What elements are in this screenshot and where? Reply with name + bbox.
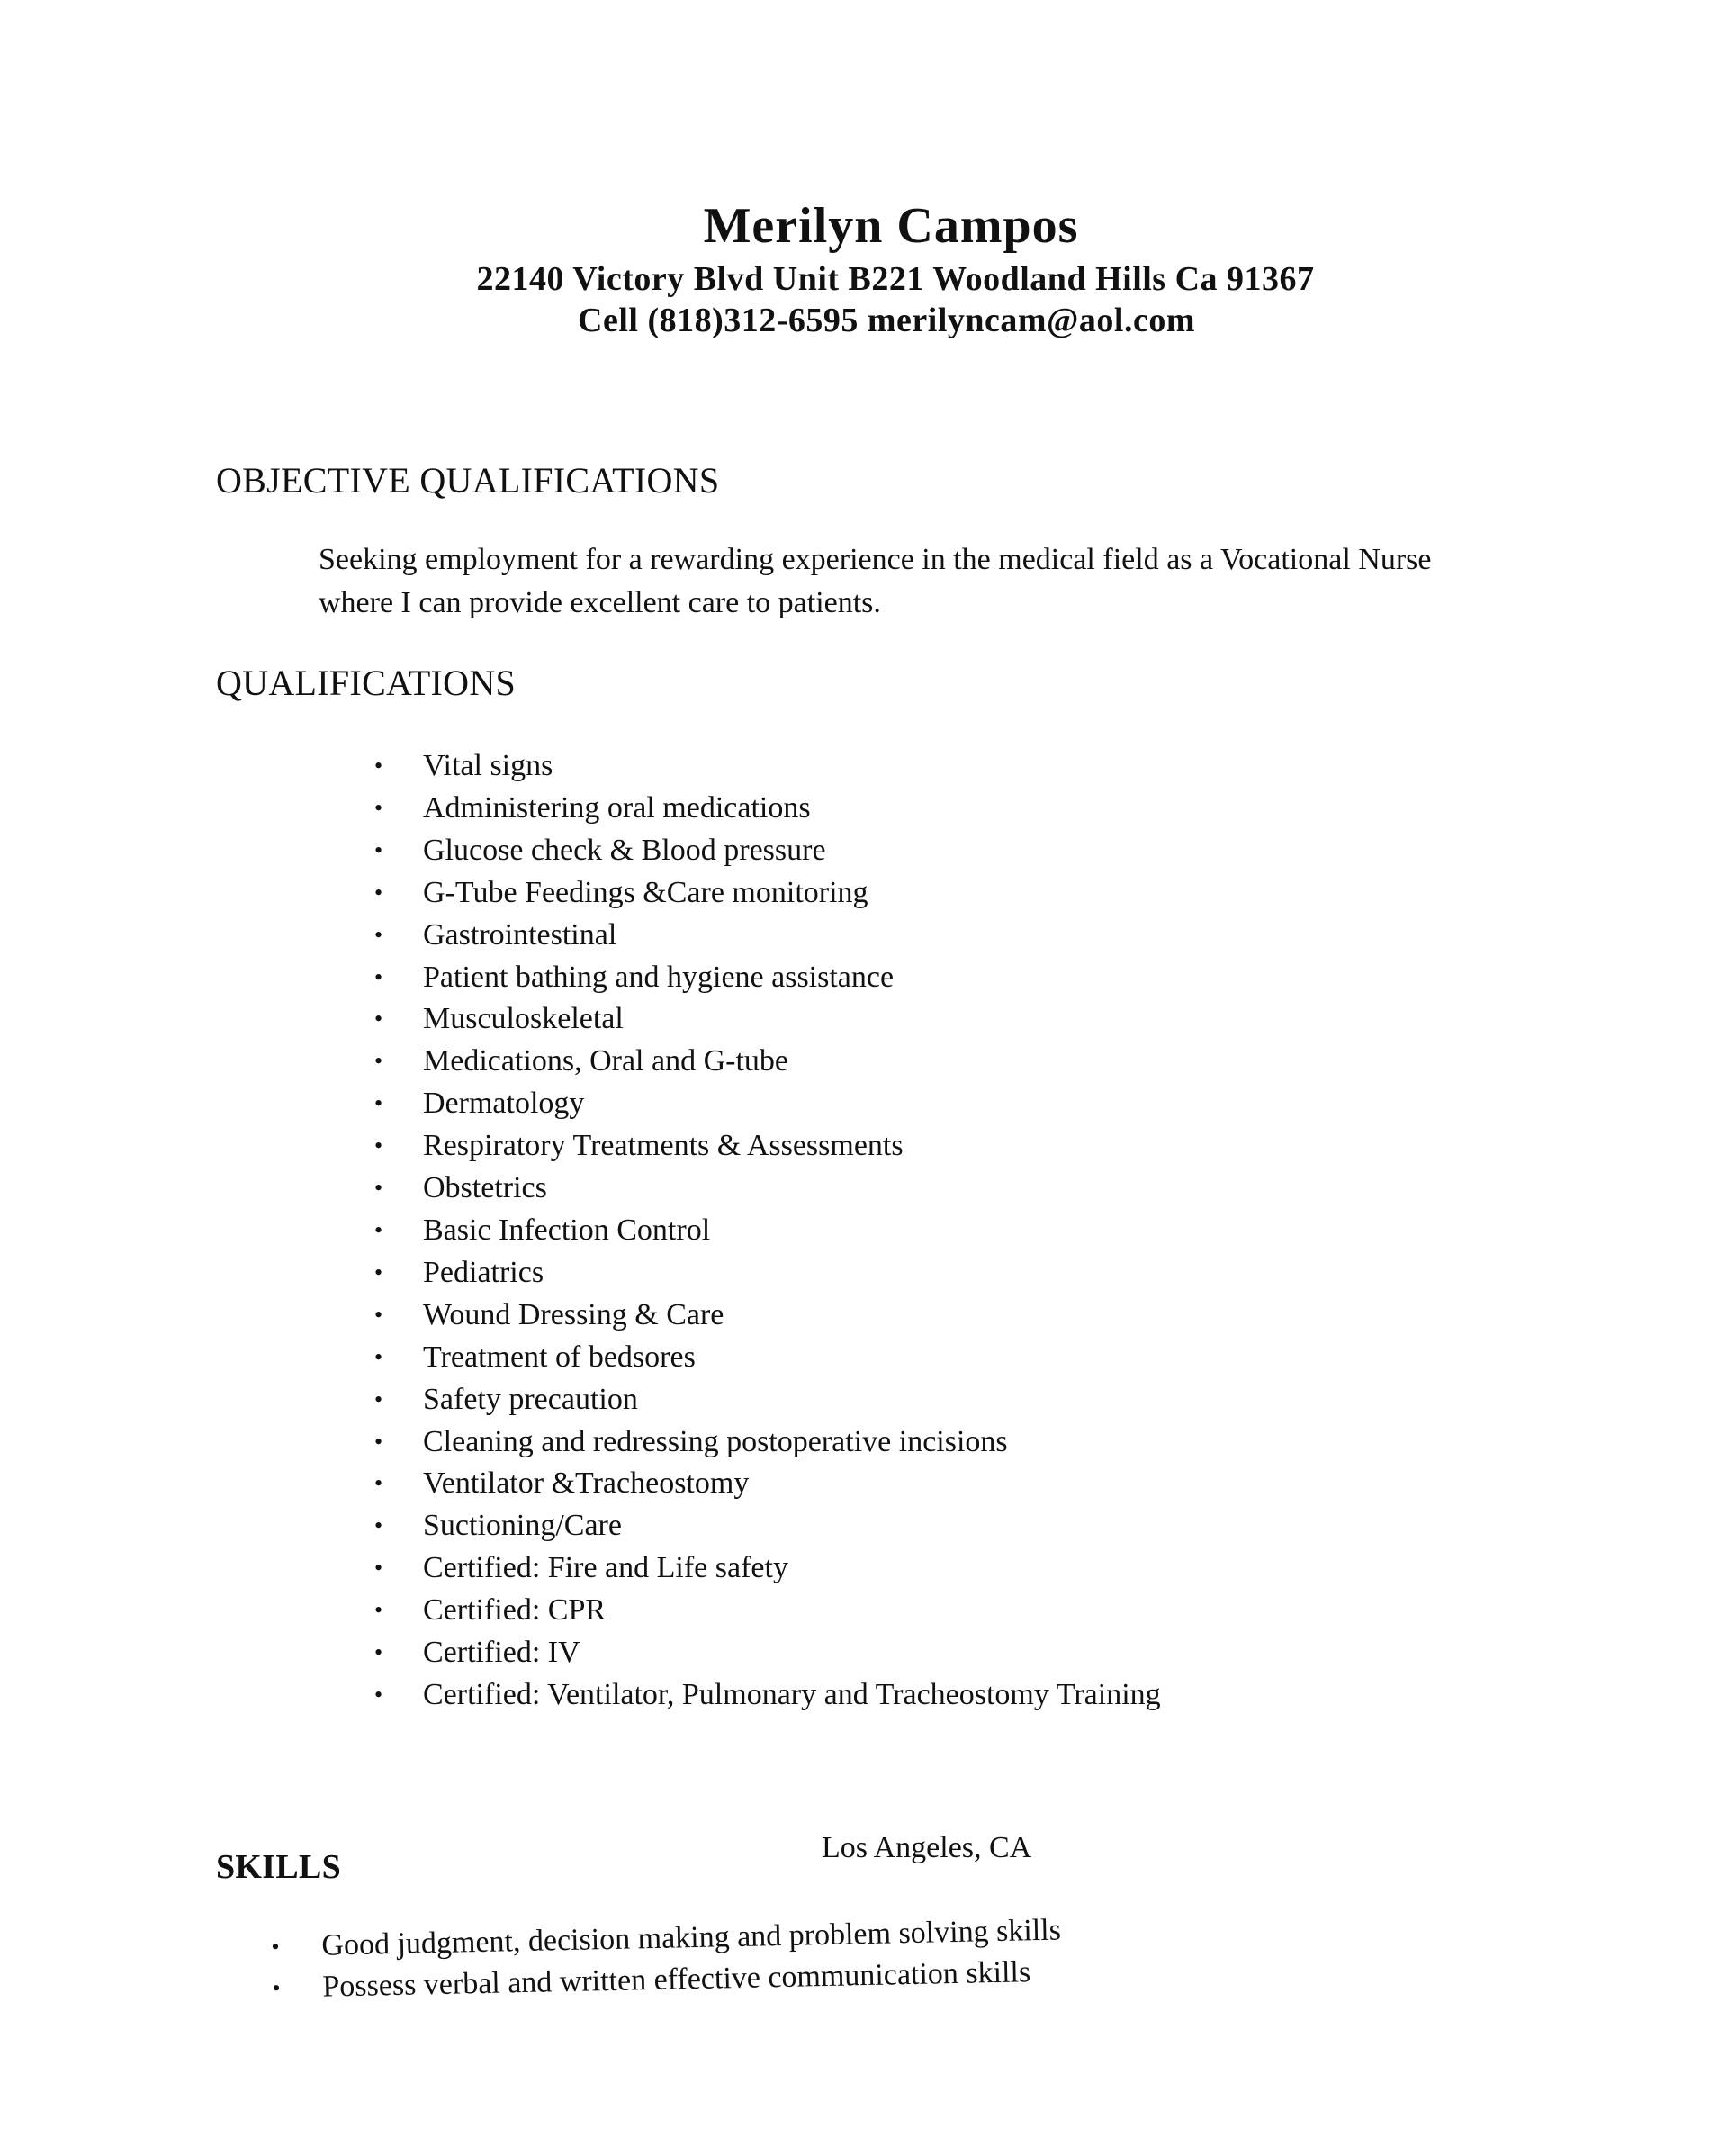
qualification-text: Treatment of bedsores xyxy=(423,1340,696,1374)
bullet-icon: • xyxy=(374,963,383,990)
qualification-item xyxy=(369,1295,1161,1337)
qualification-text: Glucose check & Blood pressure xyxy=(423,833,826,867)
qualification-text: Certified: Fire and Life safety xyxy=(423,1551,788,1585)
qualification-text: Pediatrics xyxy=(423,1255,544,1289)
objective-text-line-2: where I can provide excellent care to patients. xyxy=(319,586,881,619)
qualification-text: Obstetrics xyxy=(423,1171,547,1205)
qualification-item xyxy=(369,1168,1161,1210)
qualification-text: Certified: Ventilator, Pulmonary and Tracheostomy Training xyxy=(423,1677,1161,1711)
bullet-icon: • xyxy=(374,879,383,906)
bullet-icon: • xyxy=(374,1639,383,1666)
qualification-item xyxy=(369,1337,1161,1379)
qualification-text: Suctioning/Care xyxy=(423,1509,622,1543)
qualification-item xyxy=(369,915,1161,957)
qualification-text: Ventilator &Tracheostomy xyxy=(423,1466,750,1501)
qualification-item xyxy=(369,872,1161,915)
bullet-icon: • xyxy=(374,921,383,948)
bullet-icon: • xyxy=(374,753,383,779)
bullet-icon: • xyxy=(374,1428,383,1455)
qualification-item xyxy=(369,1210,1161,1252)
resume-header xyxy=(0,194,1728,341)
bullet-icon: • xyxy=(374,1216,383,1243)
skills-heading: SKILLS xyxy=(216,1848,342,1886)
bullet-icon: • xyxy=(374,1006,383,1033)
bullet-icon: • xyxy=(374,794,383,821)
qualification-text: G-Tube Feedings &Care monitoring xyxy=(423,875,868,909)
skill-text: Good judgment, decision making and problem solving skills xyxy=(321,1913,1062,1962)
skill-text: Possess verbal and written effective communication skills xyxy=(322,1955,1031,2004)
bullet-icon: • xyxy=(374,1048,383,1075)
candidate-name: Merilyn Campos xyxy=(703,198,1079,254)
qualification-item xyxy=(369,1125,1161,1168)
qualification-item xyxy=(369,1252,1161,1295)
skills-list xyxy=(266,1909,1062,2008)
qualification-text: Wound Dressing & Care xyxy=(423,1297,724,1331)
bullet-icon: • xyxy=(374,836,383,863)
candidate-contact: Cell (818)312-6595 merilyncam@aol.com xyxy=(578,302,1195,339)
qualification-item xyxy=(369,1421,1161,1464)
objective-text xyxy=(319,538,1579,625)
qualification-text: Safety precaution xyxy=(423,1382,638,1416)
qualification-text: Vital signs xyxy=(423,749,554,782)
bullet-icon: • xyxy=(374,1512,383,1539)
qualification-text: Cleaning and redressing postoperative incisions xyxy=(423,1424,1008,1458)
qualification-text: Certified: IV xyxy=(423,1636,580,1670)
qualification-item xyxy=(369,998,1161,1041)
qualification-item xyxy=(369,1590,1161,1632)
qualification-item xyxy=(369,1547,1161,1590)
qualification-item xyxy=(369,1463,1161,1505)
objective-text-line-1: Seeking employment for a rewarding experience in the medical field as a Vocational Nurse xyxy=(319,543,1432,576)
qualification-text: Patient bathing and hygiene assistance xyxy=(423,960,895,994)
bullet-icon: • xyxy=(374,1555,383,1582)
qualification-item xyxy=(369,1379,1161,1421)
bullet-icon: • xyxy=(374,1301,383,1328)
qualification-item xyxy=(369,1041,1161,1083)
qualification-text: Dermatology xyxy=(423,1087,585,1121)
bullet-icon: • xyxy=(374,1597,383,1624)
qualification-text: Certified: CPR xyxy=(423,1593,607,1628)
qualifications-list xyxy=(369,745,1161,1717)
bullet-icon: • xyxy=(374,1470,383,1497)
bullet-icon: • xyxy=(374,1343,383,1370)
objective-heading: OBJECTIVE QUALIFICATIONS xyxy=(216,460,720,501)
bullet-icon: • xyxy=(271,1933,280,1960)
qualification-item xyxy=(369,1083,1161,1125)
qualification-text: Basic Infection Control xyxy=(423,1213,711,1247)
qualifications-heading: QUALIFICATIONS xyxy=(216,663,517,703)
bullet-icon: • xyxy=(374,1090,383,1117)
qualification-item xyxy=(369,1674,1161,1717)
location-text: Los Angeles, CA xyxy=(822,1831,1032,1864)
qualification-text: Respiratory Treatments & Assessments xyxy=(423,1129,904,1163)
bullet-icon: • xyxy=(374,1258,383,1285)
qualification-text: Administering oral medications xyxy=(423,790,811,825)
bullet-icon: • xyxy=(374,1681,383,1708)
bullet-icon: • xyxy=(374,1385,383,1412)
qualification-text: Gastrointestinal xyxy=(423,917,617,952)
qualification-item xyxy=(369,1505,1161,1547)
bullet-icon: • xyxy=(374,1132,383,1159)
qualification-item xyxy=(369,1632,1161,1674)
bullet-icon: • xyxy=(374,1175,383,1202)
qualification-item xyxy=(369,957,1161,999)
candidate-address: 22140 Victory Blvd Unit B221 Woodland Hills Ca 91367 xyxy=(476,260,1315,298)
qualification-item xyxy=(369,745,1161,788)
bullet-icon: • xyxy=(272,1974,281,2001)
qualification-item xyxy=(369,788,1161,830)
qualification-text: Medications, Oral and G-tube xyxy=(423,1044,788,1078)
qualification-item xyxy=(369,830,1161,872)
qualification-text: Musculoskeletal xyxy=(423,1002,624,1036)
